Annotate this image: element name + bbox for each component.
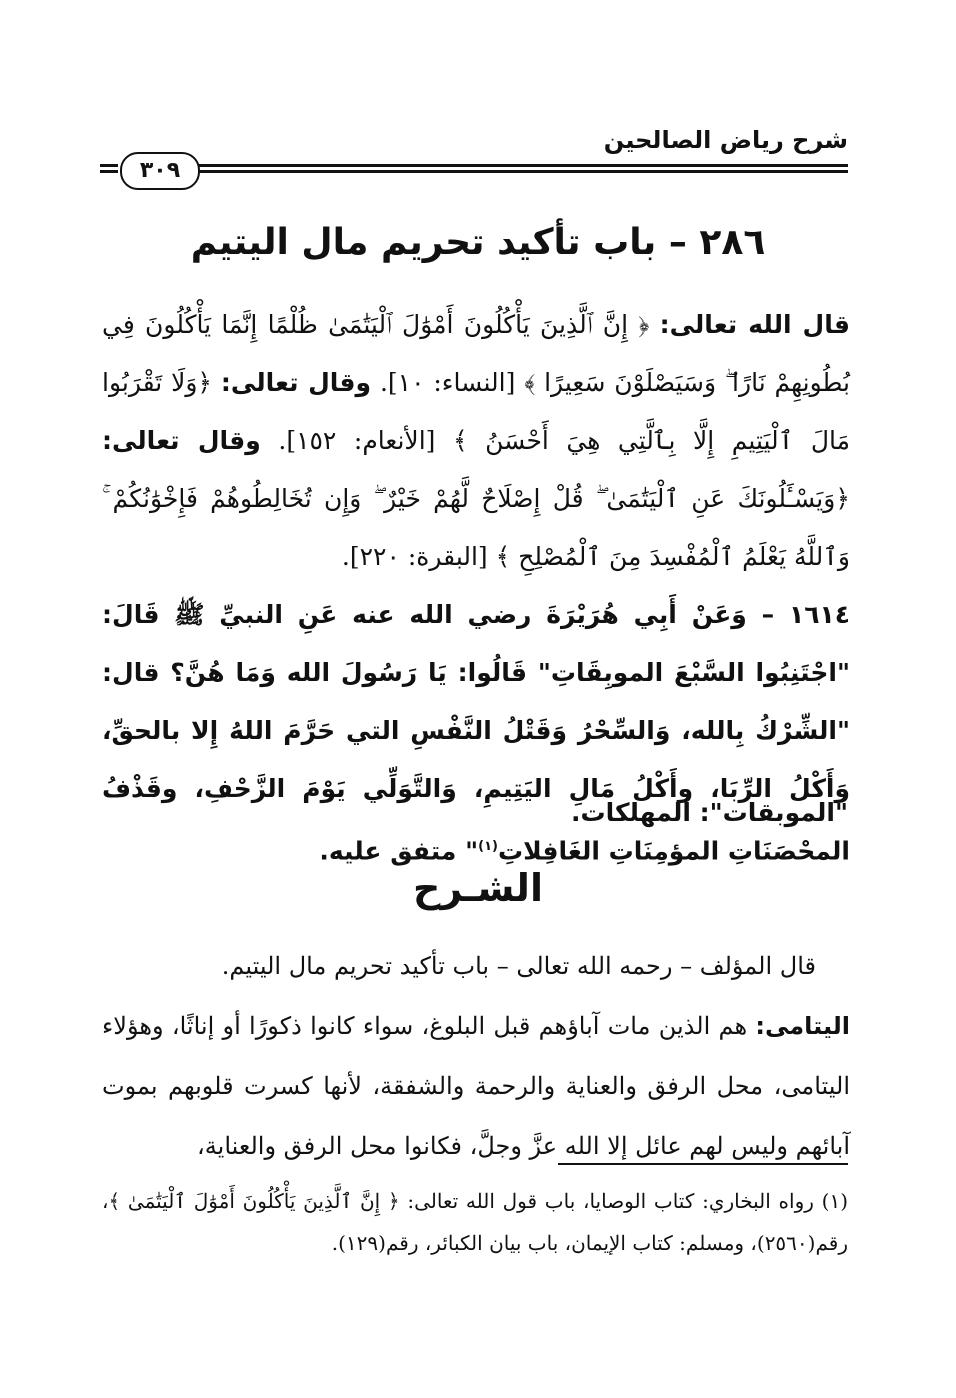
term-yatama: اليتامى: (755, 1012, 850, 1040)
page-number-badge: ٣٠٩ (120, 152, 200, 190)
hadith-ending: " متفق عليه. (319, 836, 479, 866)
verse-1-reference: [النساء: ١٠]. (379, 368, 516, 397)
main-text (102, 296, 850, 880)
verses-paragraph (102, 296, 850, 586)
footnote-separator (558, 1163, 848, 1165)
running-header-title: شرح رياض الصالحين (603, 126, 848, 154)
header-double-rule (196, 164, 848, 176)
commentary-paragraph-2 (102, 996, 850, 1176)
chapter-title: ٢٨٦ – باب تأكيد تحريم مال اليتيم (190, 222, 766, 263)
verse-1: ﴿ إِنَّ ٱلَّذِينَ يَأْكُلُونَ أَمْوَٰلَ ٱلْيَتَٰمَىٰ ظُلْمًا إِنَّمَا يَأْكُلُونَ فِي بُطُونِهِمْ نَارًا ۖ وَسَيَصْلَوْنَ سَعِيرًا ﴾ (102, 310, 851, 397)
commentary-text (102, 936, 850, 1176)
verse-2: ﴿وَلَا تَقْرَبُوا مَالَ ٱلْيَتِيمِ إِلَّا بِٱلَّتِي هِيَ أَحْسَنُ ﴾ (102, 368, 850, 455)
verse-3: ﴿وَيَسْـَٔلُونَكَ عَنِ ٱلْيَتَٰمَىٰ ۖ قُلْ إِصْلَاحٌ لَّهُمْ خَيْرٌ ۖ وَإِن تُخَالِطُوهُمْ فَإِخْوَٰنُكُمْ ۚ وَٱللَّهُ يَعْلَمُ ٱلْمُفْسِدَ مِنَ ٱلْمُصْلِحِ ﴾ (102, 484, 850, 571)
gloss-note: "الموبقات": المهلكات. (570, 798, 848, 827)
verse-2-intro: وقال تعالى: (220, 368, 372, 397)
hadith-paragraph (102, 586, 850, 880)
commentary-heading: الشـرح (413, 866, 543, 910)
verse-intro: قال الله تعالى: (659, 310, 850, 339)
commentary-paragraph-2-body: هم الذين مات آباؤهم قبل البلوغ، سواء كانوا ذكورًا أو إناثًا، وهؤلاء اليتامى، محل الرفق والعناية والرحمة والشفقة، لأنها كسرت قلوبهم بموت آبائهم وليس لهم عائل إلا الله عزَّ وجلَّ، فكانوا محل الرفق والعناية، (102, 1012, 850, 1160)
hadith-text: ١٦١٤ – وَعَنْ أَبِي هُرَيْرَةَ رضي الله عنه عَنِ النبيِّ ﷺ قَالَ: "اجْتَنِبُوا السَّبْعَ الموبِقَاتِ" قَالُوا: يَا رَسُولَ الله وَمَا هُنَّ؟ قال: "الشِّرْكُ بِالله، وَالسِّحْرُ وَقَتْلُ النَّفْسِ التي حَرَّمَ اللهُ إِلا بالحقِّ، وَأَكْلُ الرِّبَا، وأَكْلُ مَالِ اليَتِيمِ، وَالتَّوَلِّي يَوْمَ الزَّحْفِ، وقَذْفُ المحْصَنَاتِ المؤمِنَاتِ الغَافِلاتِ (102, 600, 850, 866)
verse-3-reference: [البقرة: ٢٢٠]. (341, 542, 488, 571)
footnote-marker: (١) (478, 839, 498, 854)
verse-2-reference: [الأنعام: ١٥٢]. (278, 426, 436, 455)
footnotes (102, 1180, 848, 1264)
verse-3-intro: وقال تعالى: (102, 426, 261, 455)
footnote-1: (١) رواه البخاري: كتاب الوصايا، باب قول الله تعالى: ﴿ إِنَّ ٱلَّذِينَ يَأْكُلُونَ أَمْوَٰلَ ٱلْيَتَٰمَىٰ ﴾، رقم(٢٥٦٠)، ومسلم: كتاب الإيمان، باب بيان الكبائر، رقم(١٢٩). (102, 1189, 848, 1255)
page-number-bars (100, 164, 118, 176)
commentary-paragraph-1: قال المؤلف – رحمه الله تعالى – باب تأكيد تحريم مال اليتيم. (221, 952, 816, 980)
